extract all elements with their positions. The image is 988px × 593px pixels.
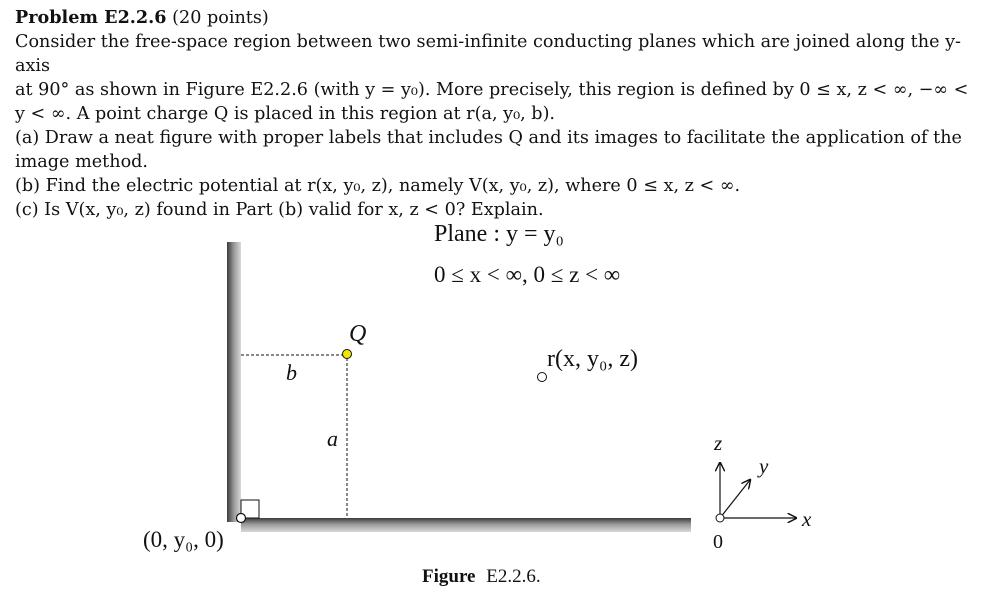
problem-title: Problem E2.2.6 (15, 7, 167, 28)
problem-points: (20 points) (172, 8, 269, 28)
part-c: (c) Is V(x, y₀, z) found in Part (b) valid for x, z < 0? Explain. (15, 200, 544, 220)
figure-e2-2-6 (0, 210, 988, 593)
caption-number: E2.2.6. (486, 566, 541, 587)
figure-caption (422, 566, 541, 587)
plane-label: Plane : y = y₀ (434, 221, 564, 247)
observation-point-label: r(x, y₀, z) (547, 346, 638, 372)
vertical-conducting-plane (227, 242, 241, 522)
origin-label: 0 (713, 531, 723, 553)
problem-text (15, 6, 975, 222)
y-axis-arrow (720, 480, 750, 518)
horizontal-conducting-plane (241, 518, 691, 532)
part-a-line-2: image method. (15, 152, 149, 172)
intro-line-3: y < ∞. A point charge Q is placed in this region at r(a, y₀, b). (15, 104, 556, 124)
y-axis-label: y (759, 454, 769, 478)
intro-line-2: at 90° as shown in Figure E2.2.6 (with y = y₀). More precisely, this region is defined by 0 ≤ x, z < ∞, −∞ < (15, 80, 969, 100)
z-axis-label: z (714, 431, 723, 455)
charge-q-label: Q (349, 321, 367, 347)
corner-point-label: (0, y₀, 0) (143, 527, 224, 552)
distance-a-label: a (327, 426, 338, 451)
charge-q-marker (343, 350, 352, 359)
intro-line-1: Consider the free-space region between two semi-infinite conducting planes which are joined along the y-axis (15, 32, 961, 76)
part-b: (b) Find the electric potential at r(x, y₀, z), namely V(x, y₀, z), where 0 ≤ x, z < ∞. (15, 176, 741, 196)
distance-b-label: b (286, 360, 297, 385)
caption-bold: Figure (422, 566, 476, 587)
observation-point-marker (538, 373, 547, 382)
x-axis-label: x (802, 507, 812, 531)
part-a-line-1: (a) Draw a neat figure with proper labels that includes Q and its images to facilitate the application of the (15, 128, 962, 148)
corner-point-marker (237, 514, 246, 523)
domain-label: 0 ≤ x < ∞, 0 ≤ z < ∞ (434, 262, 621, 287)
problem-header (15, 6, 975, 30)
origin-marker (716, 514, 724, 522)
